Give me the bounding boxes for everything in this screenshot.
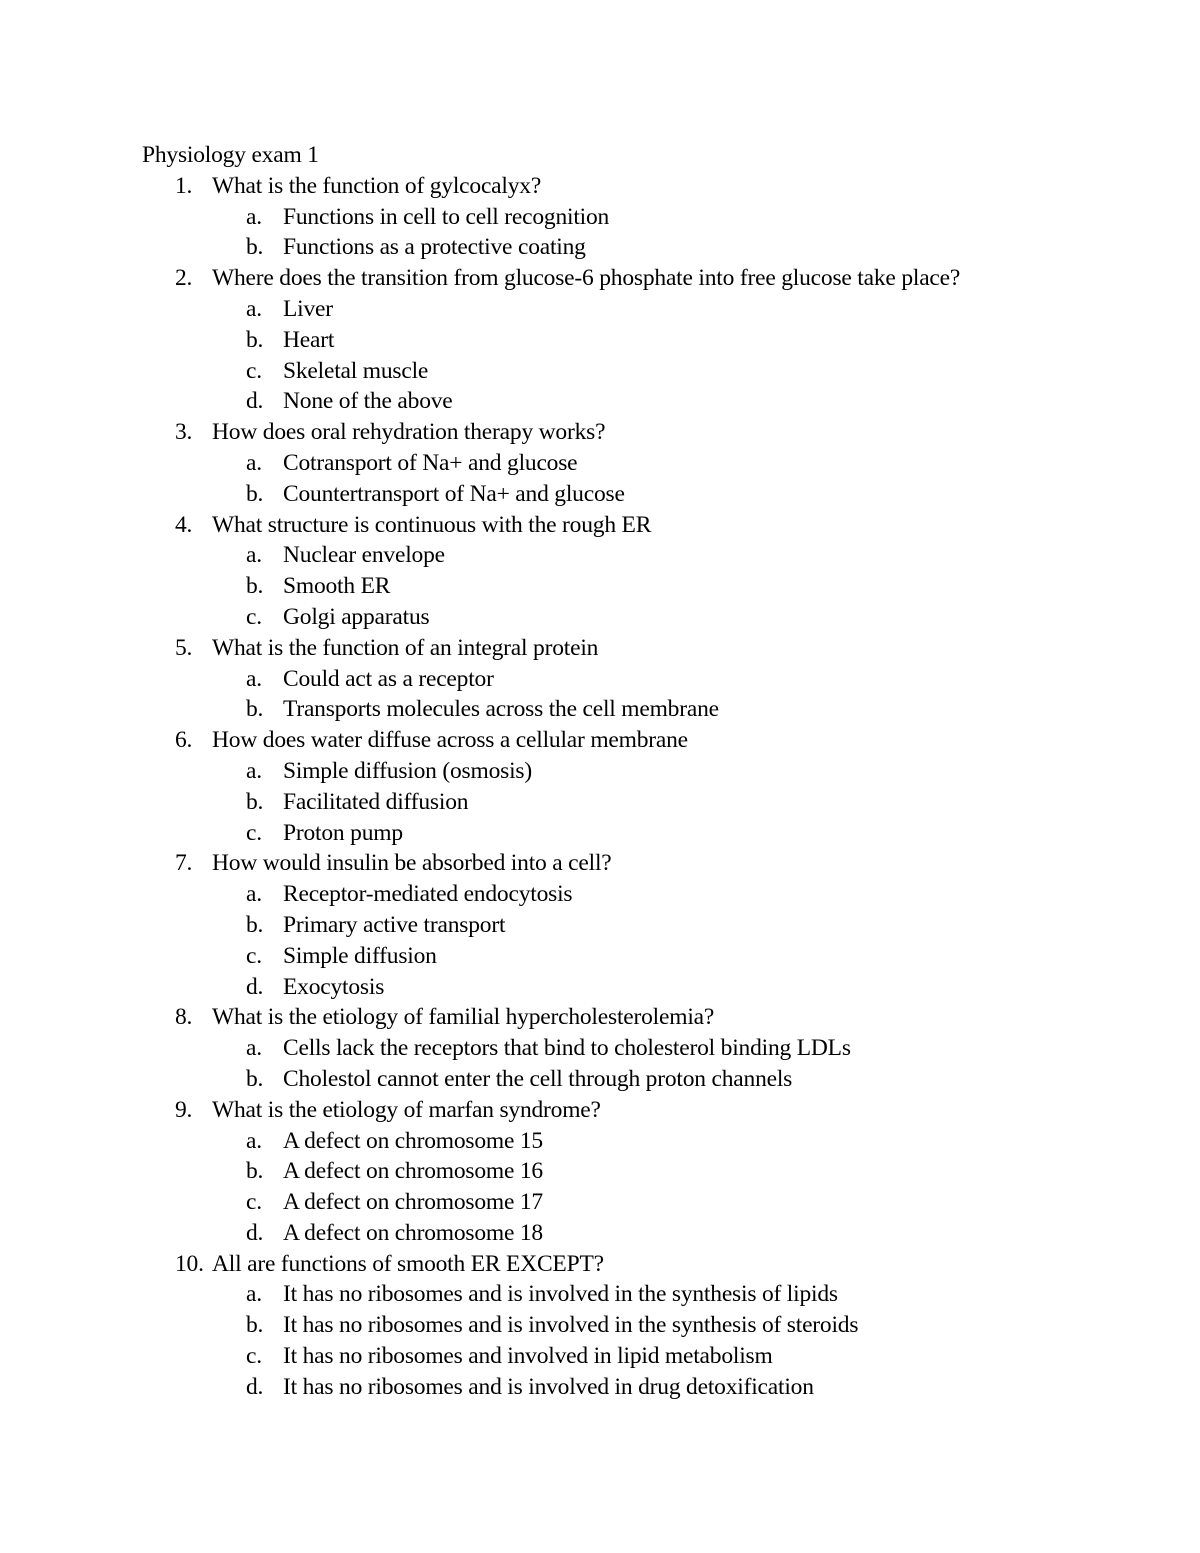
question-row (142, 510, 1142, 541)
option-text: Cells lack the receptors that bind to cholesterol binding LDLs (283, 1035, 851, 1062)
option-text: Cotransport of Na+ and glucose (283, 449, 578, 476)
question-number: 7. (175, 850, 193, 877)
option-letter: a. (246, 881, 262, 908)
option-letter: b. (246, 788, 264, 815)
question-text: How does oral rehydration therapy works? (212, 419, 606, 446)
option-letter: c. (246, 603, 262, 630)
question-number: 2. (175, 265, 193, 292)
answer-option (142, 1156, 1142, 1187)
option-letter: a. (246, 1127, 262, 1154)
answer-option (142, 571, 1142, 602)
option-text: Skeletal muscle (283, 357, 429, 384)
option-text: Transports molecules across the cell membrane (283, 696, 719, 723)
question-text: What is the etiology of familial hypercholesterolemia? (212, 1004, 715, 1031)
question-row (142, 633, 1142, 664)
answer-option (142, 232, 1142, 263)
option-list (142, 1279, 1142, 1402)
option-text: Functions as a protective coating (283, 234, 586, 261)
option-letter: c. (246, 1343, 262, 1370)
question-row (142, 417, 1142, 448)
option-list (142, 540, 1142, 632)
question-text: How does water diffuse across a cellular membrane (212, 727, 688, 754)
option-list (142, 1126, 1142, 1249)
option-list (142, 1033, 1142, 1095)
option-letter: d. (246, 1219, 264, 1246)
option-text: Heart (283, 326, 335, 353)
question-text: What is the function of an integral protein (212, 634, 599, 661)
answer-option (142, 294, 1142, 325)
question-text: Where does the transition from glucose-6 phosphate into free glucose take place? (212, 265, 961, 292)
answer-option (142, 756, 1142, 787)
page-title: Physiology exam 1 (142, 142, 319, 168)
question-number: 4. (175, 511, 193, 538)
answer-option (142, 386, 1142, 417)
question-number: 6. (175, 727, 193, 754)
question-row (142, 1002, 1142, 1033)
question-item (142, 633, 1142, 725)
option-text: Proton pump (283, 819, 403, 846)
option-text: Primary active transport (283, 911, 506, 938)
question-row (142, 171, 1142, 202)
answer-option (142, 879, 1142, 910)
answer-option (142, 479, 1142, 510)
option-letter: c. (246, 942, 262, 969)
answer-option (142, 787, 1142, 818)
question-number: 1. (175, 172, 193, 199)
option-letter: d. (246, 973, 264, 1000)
option-list (142, 756, 1142, 848)
answer-option (142, 941, 1142, 972)
option-text: A defect on chromosome 15 (283, 1127, 543, 1154)
answer-option (142, 1341, 1142, 1372)
question-row (142, 263, 1142, 294)
option-letter: c. (246, 357, 262, 384)
answer-option (142, 1218, 1142, 1249)
answer-option (142, 448, 1142, 479)
option-text: It has no ribosomes and is involved in the synthesis of steroids (283, 1312, 859, 1339)
question-text: All are functions of smooth ER EXCEPT? (212, 1250, 604, 1277)
option-text: Golgi apparatus (283, 603, 430, 630)
option-letter: b. (246, 573, 264, 600)
option-letter: d. (246, 1373, 264, 1400)
answer-option (142, 972, 1142, 1003)
option-letter: b. (246, 480, 264, 507)
option-text: Functions in cell to cell recognition (283, 203, 610, 230)
question-number: 10. (175, 1250, 204, 1277)
answer-option (142, 818, 1142, 849)
option-text: Could act as a receptor (283, 665, 494, 692)
option-letter: b. (246, 234, 264, 261)
answer-option (142, 1064, 1142, 1095)
option-text: A defect on chromosome 16 (283, 1158, 543, 1185)
answer-option (142, 1310, 1142, 1341)
option-text: Simple diffusion (283, 942, 437, 969)
question-item (142, 725, 1142, 848)
answer-option (142, 325, 1142, 356)
option-letter: a. (246, 203, 262, 230)
option-list (142, 879, 1142, 1002)
option-letter: b. (246, 326, 264, 353)
option-letter: a. (246, 757, 262, 784)
option-list (142, 448, 1142, 510)
option-text: Receptor-mediated endocytosis (283, 881, 573, 908)
option-letter: a. (246, 1281, 262, 1308)
question-item (142, 848, 1142, 1002)
question-text: What is the function of gylcocalyx? (212, 172, 542, 199)
option-text: Smooth ER (283, 573, 391, 600)
answer-option (142, 202, 1142, 233)
option-letter: c. (246, 1189, 262, 1216)
answer-option (142, 1126, 1142, 1157)
option-text: It has no ribosomes and is involved in drug detoxification (283, 1373, 814, 1400)
question-text: What is the etiology of marfan syndrome? (212, 1096, 601, 1123)
answer-option (142, 1279, 1142, 1310)
option-list (142, 202, 1142, 264)
option-letter: c. (246, 819, 262, 846)
answer-option (142, 540, 1142, 571)
answer-option (142, 910, 1142, 941)
option-letter: b. (246, 696, 264, 723)
option-text: Countertransport of Na+ and glucose (283, 480, 625, 507)
option-text: Facilitated diffusion (283, 788, 469, 815)
option-letter: b. (246, 1312, 264, 1339)
question-list (142, 171, 1142, 1403)
option-letter: b. (246, 1158, 264, 1185)
option-text: It has no ribosomes and involved in lipid metabolism (283, 1343, 773, 1370)
answer-option (142, 1372, 1142, 1403)
option-letter: a. (246, 542, 262, 569)
option-letter: a. (246, 449, 262, 476)
answer-option (142, 694, 1142, 725)
option-list (142, 664, 1142, 726)
question-item (142, 1002, 1142, 1094)
question-item (142, 417, 1142, 509)
question-item (142, 263, 1142, 417)
option-list (142, 294, 1142, 417)
option-text: Liver (283, 295, 333, 322)
document-body (142, 140, 1142, 1403)
option-letter: a. (246, 1035, 262, 1062)
question-item (142, 171, 1142, 263)
option-text: Nuclear envelope (283, 542, 445, 569)
question-text: How would insulin be absorbed into a cell? (212, 850, 612, 877)
answer-option (142, 602, 1142, 633)
question-item (142, 1249, 1142, 1403)
option-letter: b. (246, 1065, 264, 1092)
question-item (142, 510, 1142, 633)
answer-option (142, 1187, 1142, 1218)
question-number: 8. (175, 1004, 193, 1031)
option-text: Exocytosis (283, 973, 385, 1000)
question-number: 5. (175, 634, 193, 661)
question-row (142, 1249, 1142, 1280)
question-row (142, 1095, 1142, 1126)
option-letter: a. (246, 295, 262, 322)
option-text: None of the above (283, 388, 453, 415)
answer-option (142, 356, 1142, 387)
option-text: Simple diffusion (osmosis) (283, 757, 532, 784)
option-text: It has no ribosomes and is involved in the synthesis of lipids (283, 1281, 838, 1308)
question-item (142, 1095, 1142, 1249)
question-number: 3. (175, 419, 193, 446)
option-letter: d. (246, 388, 264, 415)
answer-option (142, 1033, 1142, 1064)
question-text: What structure is continuous with the rough ER (212, 511, 652, 538)
option-letter: b. (246, 911, 264, 938)
option-text: Cholestol cannot enter the cell through proton channels (283, 1065, 793, 1092)
question-row (142, 725, 1142, 756)
question-number: 9. (175, 1096, 193, 1123)
option-letter: a. (246, 665, 262, 692)
option-text: A defect on chromosome 18 (283, 1219, 543, 1246)
option-text: A defect on chromosome 17 (283, 1189, 543, 1216)
answer-option (142, 664, 1142, 695)
question-row (142, 848, 1142, 879)
